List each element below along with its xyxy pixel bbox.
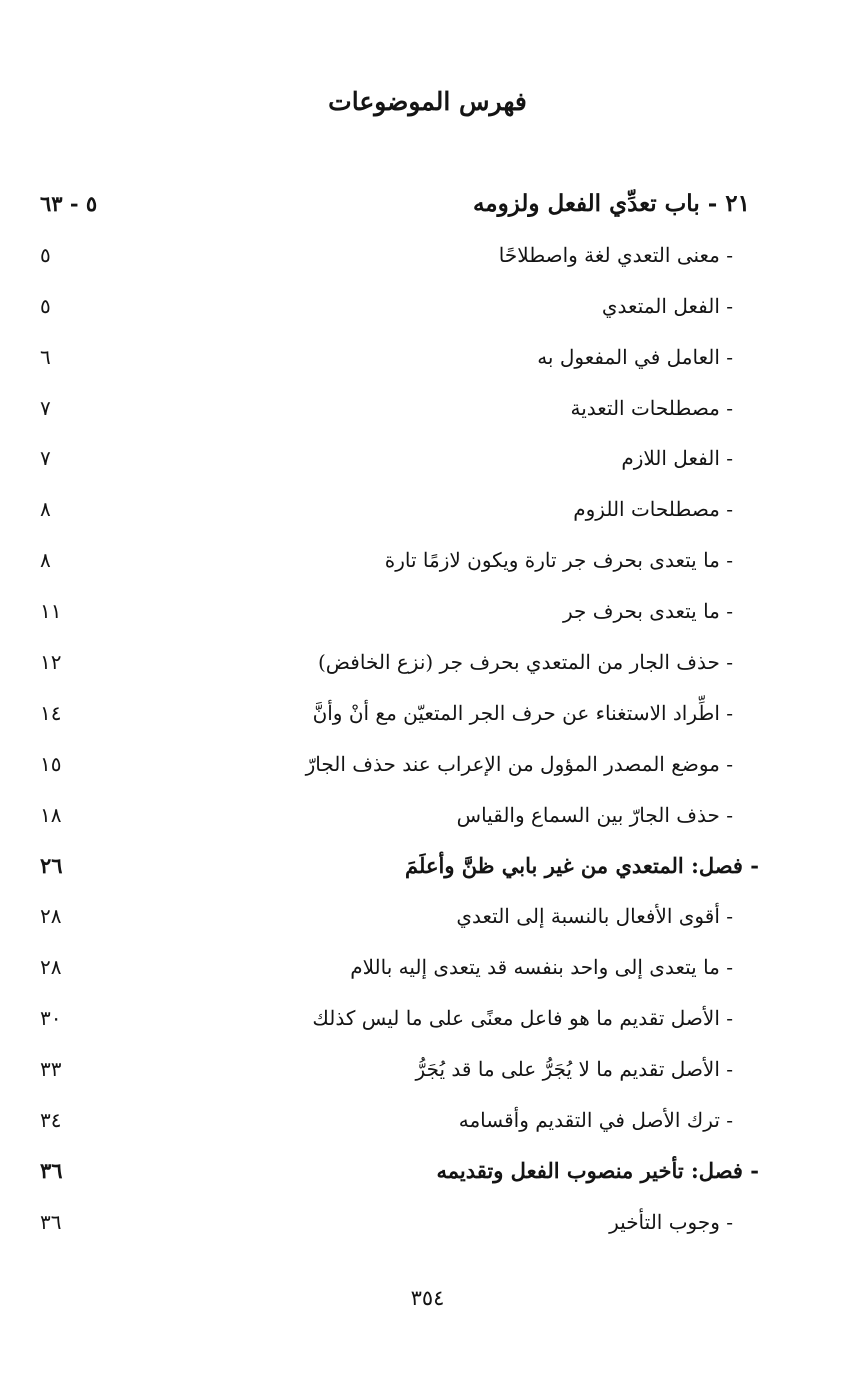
toc-entry-title: - ما يتعدى إلى واحد بنفسه قد يتعدى إليه باللام (350, 955, 733, 980)
toc-entry-page: ١٨ (40, 802, 62, 827)
toc-entry-page: ٢٨ (40, 955, 62, 980)
toc-entry-title: - معنى التعدي لغة واصطلاحًا (498, 242, 733, 267)
toc-entry-title: - ما يتعدى بحرف جر (562, 599, 733, 624)
toc-entry-page: ٨ (40, 497, 51, 522)
toc-entry (0, 795, 855, 846)
toc-entry-title: - حذف الجارّ بين السماع والقياس (456, 802, 733, 827)
toc-entry-page: ١٥ (40, 751, 62, 776)
toc-entry-title: - ترك الأصل في التقديم وأقسامه (458, 1108, 733, 1133)
toc-entry-title: - مصطلحات اللزوم (573, 497, 733, 522)
toc-entry (0, 744, 855, 795)
toc-entry-page: ٣٠ (40, 1006, 62, 1031)
toc-entry-page: ١٤ (40, 700, 62, 725)
toc-entry (0, 1100, 855, 1151)
toc-entry-page: ٧ (40, 395, 51, 420)
toc-entry (0, 337, 855, 388)
toc-entry-title: - فصل: المتعدي من غير بابي ظنَّ وأعلَمَ (405, 852, 759, 878)
page-number: ٣٥٤ (410, 1286, 445, 1310)
toc-entry-title: - وجوب التأخير (609, 1209, 733, 1234)
toc-entry (0, 896, 855, 947)
toc-entry (0, 388, 855, 439)
toc-entry-page: ١٢ (40, 650, 62, 675)
toc-entry-page: ٢٦ (40, 852, 63, 878)
toc-entry (0, 642, 855, 693)
toc-entry-page: ٢٨ (40, 904, 62, 929)
toc-entry (0, 184, 855, 235)
toc-entry-title: - الفعل المتعدي (601, 293, 733, 318)
toc-entry-page: ٥ (40, 293, 51, 318)
toc-entry-page: ٣٦ (40, 1157, 63, 1183)
toc-entry-page: ٣٤ (40, 1108, 62, 1133)
toc-entry (0, 693, 855, 744)
toc-entry-page: ٨ (40, 548, 51, 573)
table-of-contents (0, 184, 855, 1253)
toc-entry (0, 489, 855, 540)
toc-entry (0, 1151, 855, 1202)
toc-entry-title: - أقوى الأفعال بالنسبة إلى التعدي (456, 904, 733, 929)
toc-entry-title: - الأصل تقديم ما لا يُجَرُّ على ما قد يُجَرُّ (415, 1057, 733, 1082)
toc-entry-title: - اطِّراد الاستغناء عن حرف الجر المتعيّن مع أنْ وأنَّ (312, 700, 733, 725)
toc-entry-page: ٧ (40, 446, 51, 471)
toc-entry (0, 540, 855, 591)
toc-entry-page: ٦ (40, 344, 51, 369)
toc-entry-title: - موضع المصدر المؤول من الإعراب عند حذف الجارّ (305, 751, 733, 776)
toc-entry-page: ٣٣ (40, 1057, 62, 1082)
page-title: فهرس الموضوعات (328, 87, 527, 116)
toc-entry (0, 591, 855, 642)
toc-entry-page: ١١ (40, 599, 62, 624)
toc-entry (0, 1049, 855, 1100)
toc-entry (0, 846, 855, 897)
toc-entry-title: - ما يتعدى بحرف جر تارة ويكون لازمًا تارة (384, 548, 733, 573)
toc-entry-title: - العامل في المفعول به (537, 344, 733, 369)
toc-entry (0, 438, 855, 489)
toc-entry (0, 1202, 855, 1253)
toc-entry (0, 947, 855, 998)
toc-entry-page: ٥ (40, 242, 51, 267)
toc-entry-page: ٥ - ٦٣ (40, 191, 98, 216)
toc-entry-title: - الفعل اللازم (621, 446, 733, 471)
toc-entry-title: - مصطلحات التعدية (570, 395, 733, 420)
toc-entry (0, 235, 855, 286)
toc-entry-title: ٢١ - باب تعدِّي الفعل ولزومه (472, 190, 750, 217)
toc-entry-title: - الأصل تقديم ما هو فاعل معنًى على ما ليس كذلك (312, 1006, 733, 1031)
toc-entry (0, 286, 855, 337)
toc-entry-page: ٣٦ (40, 1209, 62, 1234)
toc-entry-title: - حذف الجار من المتعدي بحرف جر (نزع الخافض) (317, 650, 733, 675)
toc-entry-title: - فصل: تأخير منصوب الفعل وتقديمه (436, 1157, 759, 1183)
toc-entry (0, 998, 855, 1049)
